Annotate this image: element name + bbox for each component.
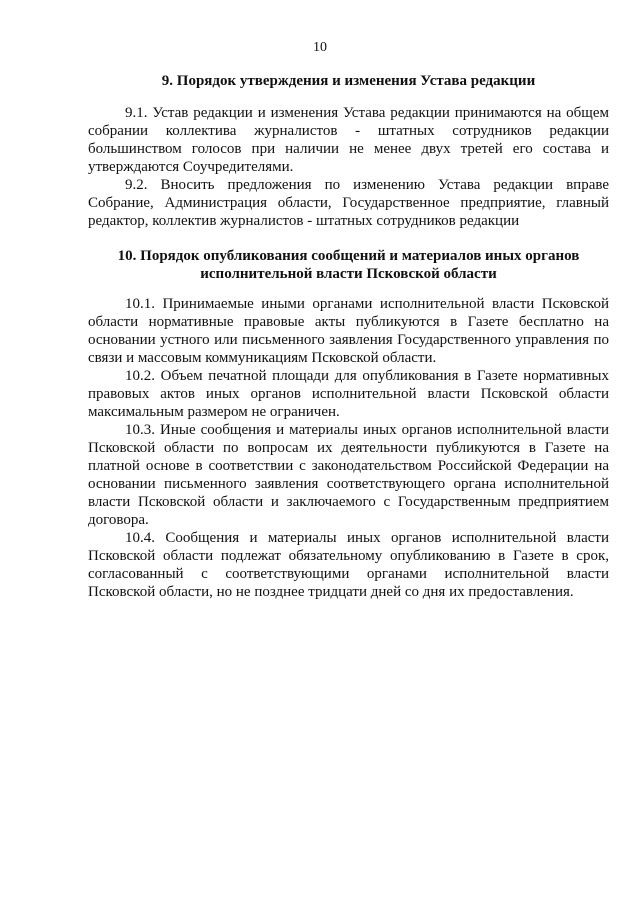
paragraph-9-2: 9.2. Вносить предложения по изменению Устава редакции вправе Собрание, Администрация области, Государственное предприятие, главный редактор, коллектив журналистов - штатных сотрудников редакции [88,177,609,229]
page-content [88,72,609,601]
page-number: 10 [313,40,327,55]
section-9-heading: 9. Порядок утверждения и изменения Устава редакции [161,73,536,89]
paragraph-10-1: 10.1. Принимаемые иными органами исполнительной власти Псковской области нормативные правовые акты публикуются в Газете бесплатно на основании устного или письменного заявления Государственного управления по связи и массовым коммуникациям Псковской области. [88,296,609,366]
paragraph-10-3: 10.3. Иные сообщения и материалы иных органов исполнительной власти Псковской области по вопросам их деятельности публикуются в Газете на платной основе в соответствии с законодательством Российской Федерации на основании письменного заявления соответствующего органа исполнительной власти Псковской области и заключаемого с Государственным предприятием договора. [88,422,609,528]
paragraph-10-4: 10.4. Сообщения и материалы иных органов исполнительной власти Псковской области подлежат обязательному опубликованию в Газете в срок, согласованный с соответствующими органами исполнительной власти Псковской области, но не позднее тридцати дней со дня их предоставления. [88,530,609,600]
section-10-heading: 10. Порядок опубликования сообщений и материалов иных органов исполнительной власти Псковской области [117,248,580,282]
paragraph-9-1: 9.1. Устав редакции и изменения Устава редакции принимаются на общем собрании коллектива журналистов - штатных сотрудников редакции большинством голосов при наличии не менее двух третей его состава и утверждаются Соучредителями. [88,105,609,175]
paragraph-10-2: 10.2. Объем печатной площади для опубликования в Газете нормативных правовых актов иных органов исполнительной власти Псковской области максимальным размером не ограничен. [88,368,609,420]
